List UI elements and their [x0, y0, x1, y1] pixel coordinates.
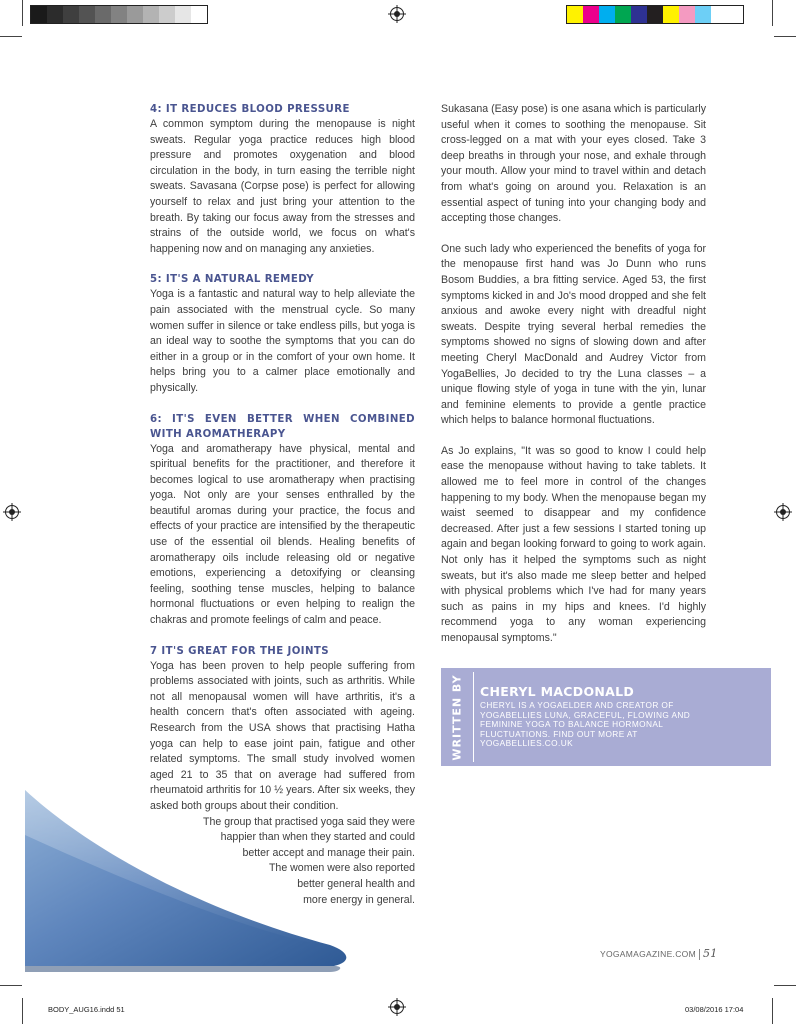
- color-swatch: [79, 6, 95, 23]
- paragraph: As Jo explains, "It was so good to know I could help ease the menopause without having to take tablets. It allowed me to feel more in control of the changes happening to my body. When the menopause began my waist seemed to disappear and my confidence decreased. After just a few sessions I started toning up again and began looking forward to going to work again. Not only has it helped the symptoms such as night sweats, but it's also made me sleep better and helped with physical problems which I've had for many years such as pains in my hips and knees. I'd highly recommend yoga to any woman experiencing menopausal symptoms.": [441, 444, 706, 644]
- section-body: Yoga has been proven to help people suffering from problems associated with joints, such as arthritis. While not all menopausal women will have arthritis, it's a health concern that's often associated with ageing. Research from the USA shows that practising Hatha yoga can help to ease joint pain, fatigue and other related symptoms. The small study involved women aged 21 to 35 that on average had suffered from rheumatoid arthritis for 10 ½ years. After six weeks, they asked both groups about their condition.: [150, 659, 415, 812]
- color-swatch: [727, 6, 743, 23]
- crop-mark: [0, 985, 22, 986]
- section-body: Yoga is a fantastic and natural way to help alleviate the pain associated with the menstrual cycle. So many women suffer in silence or take endless pills, but yoga is an ideal way to soothe the symptoms that you can do either in a group or in the comfort of your own home. It helps bring you to a calmer place emotionally and physically.: [150, 288, 415, 394]
- paragraph: Sukasana (Easy pose) is one asana which is particularly useful when it comes to soothing the menopause. Sit cross-legged on a mat with your eyes closed. Take 3 deep breaths in through your nose, and exhale through your mouth. Allow your mind to travel within and detach from what's going on around you. Relaxation is an essential aspect of tuning into your changing body and accepting those changes.: [441, 103, 706, 225]
- author-info: [480, 668, 700, 766]
- section-heading: 5: IT'S A NATURAL REMEDY: [150, 274, 315, 286]
- registration-mark-top-icon: [390, 7, 404, 21]
- article-column-right: [441, 102, 706, 662]
- color-swatch: [159, 6, 175, 23]
- color-swatch: [615, 6, 631, 23]
- color-swatch: [663, 6, 679, 23]
- crop-mark: [772, 998, 773, 1024]
- color-swatch: [631, 6, 647, 23]
- color-swatch: [175, 6, 191, 23]
- crop-mark: [22, 0, 23, 26]
- page-number: 51: [702, 947, 718, 960]
- section-body: A common symptom during the menopause is night sweats. Regular yoga practice reduces high blood pressure and promotes oxygenation and blood circulation in the body, in turn easing the terrible night sweats. Savasana (Corpse pose) is perfect for allowing yourself to relax and just bring your attention to the breath. By taking our focus away from the stresses and strains of the outside world, we focus on what's happening now and on managing any anxieties.: [150, 118, 415, 255]
- crop-mark: [772, 0, 773, 26]
- text-line: happier than when they started and could: [220, 831, 415, 844]
- color-swatch: [711, 6, 727, 23]
- author-bio: CHERYL IS A YOGAELDER AND CREATOR OF YOGABELLIES LUNA, GRACEFUL, FLOWING AND FEMININE YOGA TO BALANCE HORMONAL FLUCTUATIONS. FIND OUT MORE AT YOGABELLIES.CO.UK: [480, 700, 691, 749]
- text-line: better general health and: [297, 877, 415, 890]
- section-heading: 6: IT'S EVEN BETTER WHEN COMBINED WITH AROMATHERAPY: [150, 413, 415, 440]
- color-swatch: [63, 6, 79, 23]
- color-swatch: [143, 6, 159, 23]
- crop-mark: [0, 36, 22, 37]
- grayscale-color-bar: [30, 5, 208, 24]
- text-line: more energy in general.: [303, 893, 415, 906]
- crop-mark: [774, 36, 796, 37]
- color-swatch: [111, 6, 127, 23]
- color-swatch: [583, 6, 599, 23]
- section-heading: 4: IT REDUCES BLOOD PRESSURE: [150, 104, 350, 115]
- crop-mark: [22, 998, 23, 1024]
- page-footer: [600, 947, 718, 960]
- crop-mark: [774, 985, 796, 986]
- color-swatch: [695, 6, 711, 23]
- section-body: Yoga and aromatherapy have physical, mental and spiritual benefits for the practitioner, and therefore it becomes logical to use aromatherapy when practising yoga. Not only are your senses enthralled by the beautiful aromas during your practice, the focus and effects of your practice are intensified by the therapeutic use of the essential oil blends. Healing benefits of aromatherapy oils include releasing old or negative emotions, experiencing a detoxifying or cleansing feeling, soothing tense muscles, helping to balance hormonal fluctuations or even helping to realign the chakras and promote feelings of calm and peace.: [150, 442, 415, 627]
- divider: [473, 672, 474, 762]
- paragraph: One such lady who experienced the benefits of yoga for the menopause first hand was Jo Dunn who runs Bosom Buddies, a bra fitting service. Aged 53, the first symptoms kicked in and Jo's mood dropped and she felt anxious and awoke every night with dreadful night sweats. Despite trying several herbal remedies the symptoms showed no signs of slowing down and after meeting Cheryl MacDonald and Audrey Victor from YogaBellies, Jo decided to try the Luna classes – a unique flowing style of yoga in tune with the yin, lunar and feminine elements to provide a gentle practice which helps to balance hormonal fluctuations.: [441, 242, 706, 427]
- color-swatch: [647, 6, 663, 23]
- color-swatch: [31, 6, 47, 23]
- slug-filename: BODY_AUG16.indd 51: [48, 1005, 125, 1014]
- divider: [699, 949, 700, 960]
- color-swatch: [191, 6, 207, 23]
- tapered-text-block: [150, 815, 415, 909]
- slug-timestamp: 03/08/2016 17:04: [685, 1005, 744, 1014]
- color-swatch: [95, 6, 111, 23]
- color-swatch: [47, 6, 63, 23]
- article-column-left: [150, 102, 415, 908]
- color-swatch: [599, 6, 615, 23]
- author-box: [441, 668, 771, 766]
- registration-mark-right-icon: [776, 505, 790, 519]
- written-by-label: WRITTEN BY: [450, 673, 464, 761]
- registration-mark-bottom-icon: [390, 1000, 404, 1014]
- website-link[interactable]: YOGAMAGAZINE.COM: [600, 949, 696, 959]
- registration-mark-left-icon: [5, 505, 19, 519]
- author-name: CHERYL MACDONALD: [480, 684, 635, 699]
- text-line: The women were also reported: [268, 862, 415, 875]
- text-line: better accept and manage their pain.: [242, 846, 415, 859]
- text-line: The group that practised yoga said they were: [203, 815, 415, 828]
- color-swatch: [567, 6, 583, 23]
- color-swatch: [127, 6, 143, 23]
- process-color-bar: [566, 5, 744, 24]
- color-swatch: [679, 6, 695, 23]
- section-heading: 7 IT'S GREAT FOR THE JOINTS: [150, 645, 329, 657]
